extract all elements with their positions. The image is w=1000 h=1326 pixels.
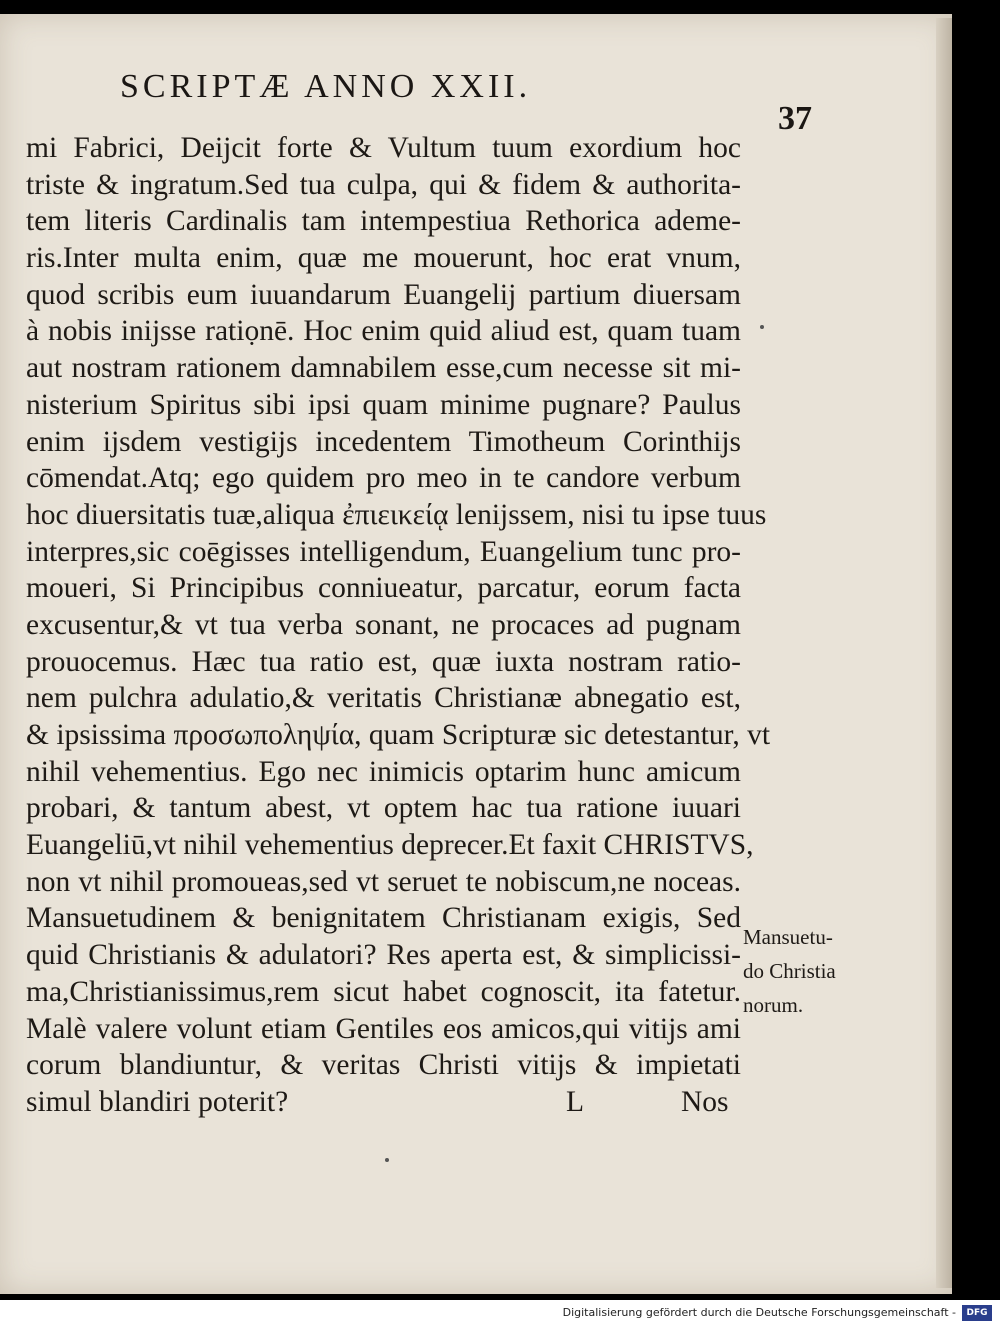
marginal-note-line: Mansuetu- [743,925,833,949]
text-line [26,900,741,937]
text-line [26,1011,741,1048]
line-text: Euangeliū,vt nihil vehementius deprecer.Et faxit CHRISTVS, [26,829,754,862]
text-line [26,827,754,864]
text-line [26,130,741,167]
body-text [26,130,771,1121]
text-line [26,350,741,387]
text-line [26,424,741,461]
line-text: tem literis Cardinalis tam intempestiua Rethorica ademe- [26,205,741,238]
line-text: & ipsissima προσωποληψία, quam Scripturæ sic detestantur, vt [26,719,771,751]
signature-mark: L [566,1085,585,1118]
line-text: mi Fabrici, Deijcit forte & Vultum tuum exordium hoc [26,132,741,164]
text-line [26,534,741,571]
line-text: enim ijsdem vestigijs incedentem Timotheum Corinthijs [26,425,741,458]
line-text: à nobis inijsse ratiọnē. Hoc enim quid aliud est, quam tuam [26,315,741,348]
line-text: probari, & tantum abest, vt optem hac tua ratione iuuari [26,792,741,825]
text-line [26,497,767,534]
line-text: Malè valere volunt etiam Gentiles eos amicos,qui vitijs ami [26,1012,741,1045]
text-line [26,313,741,350]
text-line [26,387,741,424]
line-text: corum blandiuntur, & veritas Christi vitijs & impietati [26,1049,741,1082]
line-text: prouocemus. Hæc tua ratio est, quæ iuxta nostram ratio- [26,645,741,678]
text-line [26,277,741,314]
marginal-note-line: do Christia [743,959,836,983]
text-line [26,203,741,240]
text-line [26,1084,741,1121]
text-line [26,240,741,277]
marginal-note-line: norum. [743,993,804,1017]
line-text: ris.Inter multa enim, quæ me mouerunt, hoc erat vnum, [26,242,741,275]
text-line [26,607,741,644]
text-line [26,570,741,607]
line-text: hoc diuersitatis tuæ,aliqua ἐπιεικείᾳ lenijssem, nisi tu ipse tuus [26,498,767,531]
catchword: Nos [681,1085,729,1118]
text-line [26,937,741,974]
text-line [26,1047,741,1084]
line-text: triste & ingratum.Sed tua culpa, qui & fidem & authorita- [26,168,741,201]
line-text: non vt nihil promoueas,sed vt seruet te nobiscum,ne noceas. [26,865,741,898]
text-line [26,680,741,717]
text-line [26,864,741,901]
line-text: aut nostram rationem damnabilem esse,cum necesse sit mi- [26,352,741,385]
line-text: cōmendat.Atq; ego quidem pro meo in te candore verbum [26,462,741,495]
page-number: 37 [778,100,812,137]
text-line [26,974,741,1011]
text-line [26,754,741,791]
line-text: excusentur,& vt tua verba sonant, ne procaces ad pugnam [26,608,741,641]
line-text: nihil vehementius. Ego nec inimicis optarim hunc amicum [26,755,741,788]
text-line [26,644,741,681]
text-line [26,717,771,754]
paper-speck [760,325,764,329]
funding-credit: Digitalisierung gefördert durch die Deutsche Forschungsgemeinschaft - [562,1306,956,1319]
line-text: Mansuetudinem & benignitatem Christianam exigis, Sed [26,902,741,935]
line-text: moueri, Si Principibus conniueatur, parcatur, eorum facta [26,572,741,605]
footer-bar [0,1300,1000,1326]
dfg-logo: DFG [962,1305,992,1321]
line-text: ma,Christianissimus,rem sicut habet cognoscit, ita fatetur. [26,975,741,1008]
marginal-note [743,920,883,1022]
page-edge [936,18,952,1288]
text-line [26,460,741,497]
line-text: nem pulchra adulatio,& veritatis Christianæ abnegatio est, [26,682,741,715]
line-text: interpres,sic coēgisses intelligendum, Euangelium tunc pro- [26,535,741,568]
text-line [26,790,741,827]
line-text: simul blandiri poterit? [26,1085,289,1118]
line-text: quid Christianis & adulatori? Res aperta est, & simplicissi- [26,939,741,972]
paper-speck [385,1158,389,1162]
line-text: nisterium Spiritus sibi ipsi quam minime pugnare? Paulus [26,388,741,421]
text-line [26,167,741,204]
line-text: quod scribis eum iuuandarum Euangelij partium diuersam [26,278,741,311]
running-head: SCRIPTÆ ANNO XXII. [120,68,532,105]
